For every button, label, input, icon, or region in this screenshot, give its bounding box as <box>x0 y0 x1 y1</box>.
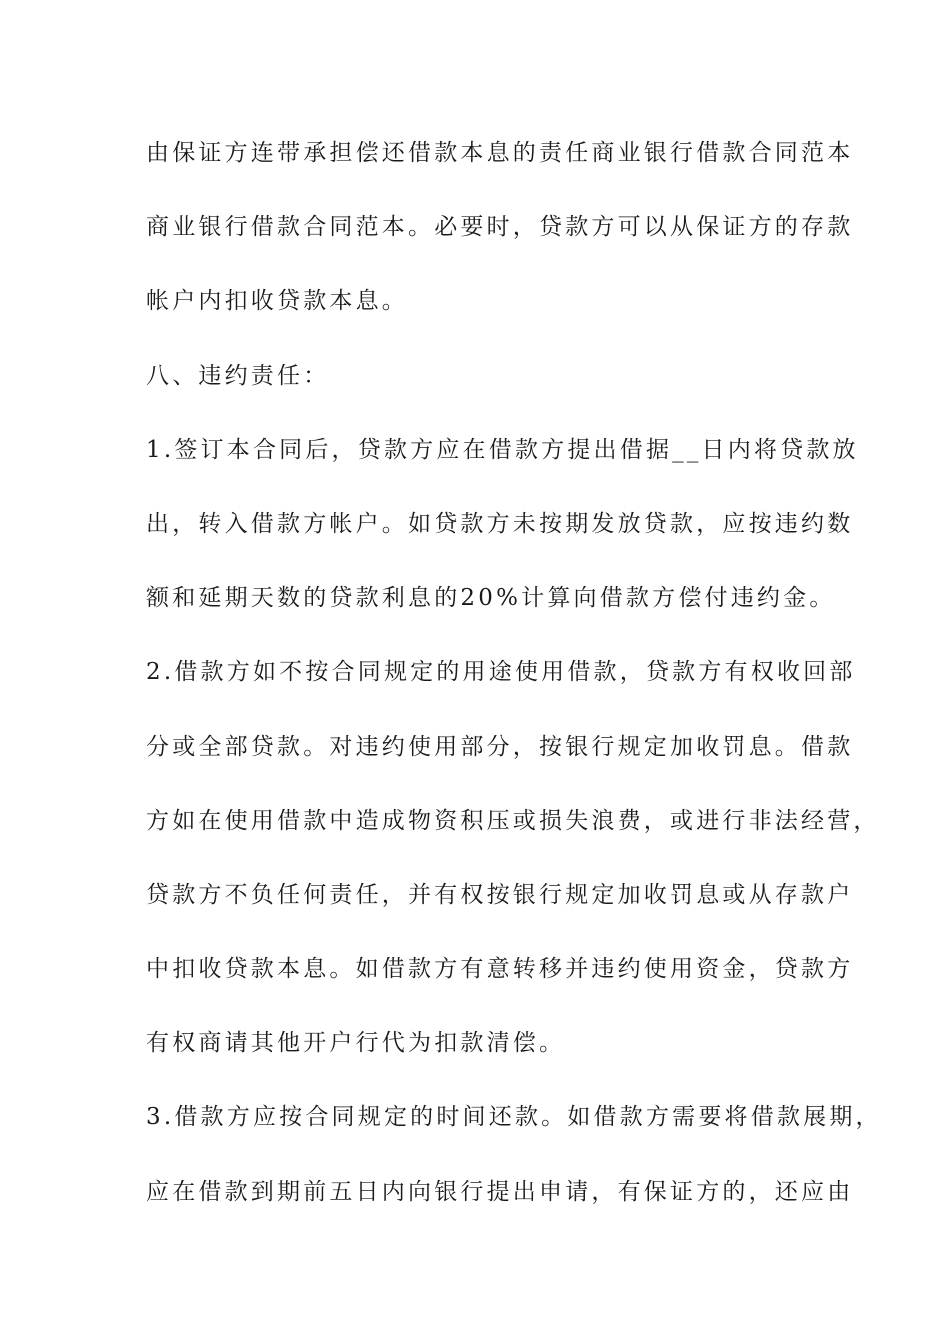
text-line: 3.借款方应按合同规定的时间还款。如借款方需要将借款展期， <box>146 1104 882 1131</box>
text-line: 额和延期天数的贷款利息的20%计算向借款方偿付违约金。 <box>146 585 836 612</box>
text-line: 1.签订本合同后，贷款方应在借款方提出借据__日内将贷款放 <box>146 436 859 463</box>
document-body <box>146 131 882 1244</box>
text-line: 应在借款到期前五日内向银行提出申请，有保证方的，还应由 <box>146 1178 854 1205</box>
text-line: 商业银行借款合同范本。必要时，贷款方可以从保证方的存款 <box>146 214 854 241</box>
text-line: 出，转入借款方帐户。如贷款方未按期发放贷款，应按违约数 <box>146 510 854 537</box>
text-line: 中扣收贷款本息。如借款方有意转移并违约使用资金，贷款方 <box>146 956 854 983</box>
text-line: 帐户内扣收贷款本息。 <box>146 288 408 315</box>
text-line: 贷款方不负任何责任，并有权按银行规定加收罚息或从存款户 <box>146 881 854 908</box>
text-line: 由保证方连带承担偿还借款本息的责任商业银行借款合同范本 <box>146 140 854 166</box>
text-line: 分或全部贷款。对违约使用部分，按银行规定加收罚息。借款 <box>146 733 854 760</box>
text-line: 方如在使用借款中造成物资积压或损失浪费，或进行非法经营， <box>146 807 880 834</box>
text-line: 2.借款方如不按合同规定的用途使用借款，贷款方有权收回部 <box>146 659 856 686</box>
text-line: 有权商请其他开户行代为扣款清偿。 <box>146 1030 566 1057</box>
section-heading: 八、违约责任： <box>146 362 330 389</box>
